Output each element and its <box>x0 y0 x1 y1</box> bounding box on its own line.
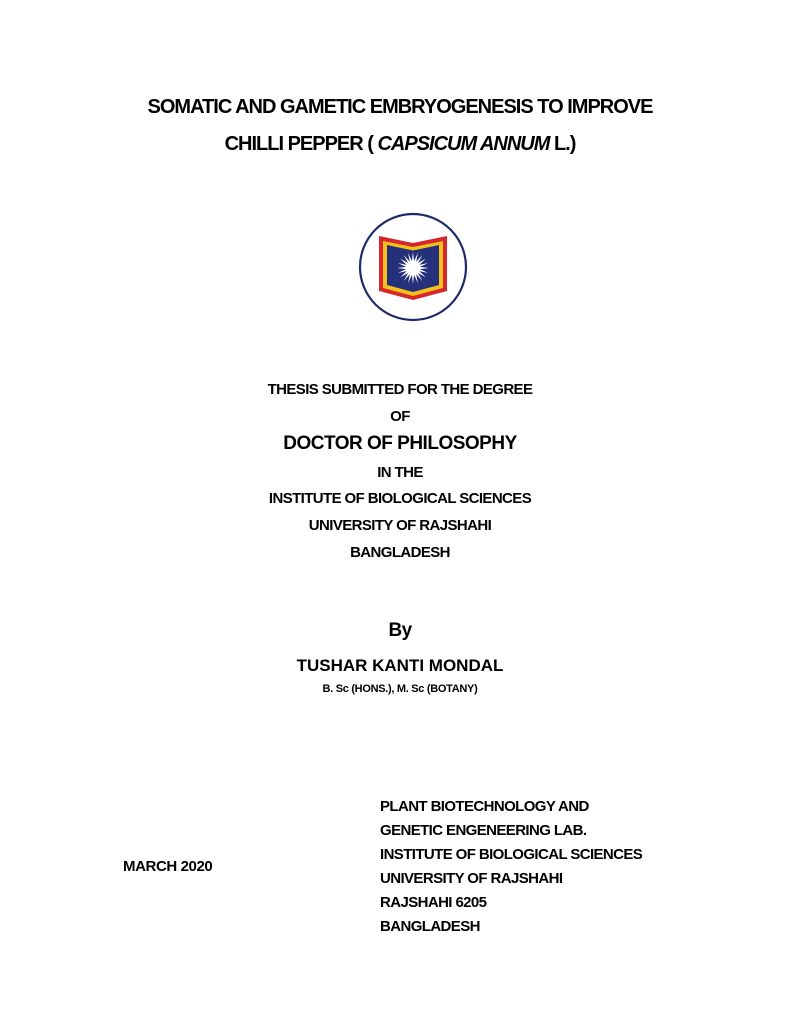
thesis-of: OF <box>390 408 410 425</box>
thesis-statement: THESIS SUBMITTED FOR THE DEGREE <box>267 381 533 398</box>
submission-date: MARCH 2020 <box>123 858 213 875</box>
thesis-country: BANGLADESH <box>350 544 450 561</box>
lab-line-2: GENETIC ENGENEERING LAB. <box>380 822 587 839</box>
thesis-university: UNIVERSITY OF RAJSHAHI <box>308 517 492 534</box>
lab-line-3: INSTITUTE OF BIOLOGICAL SCIENCES <box>380 846 643 863</box>
thesis-in-the: IN THE <box>377 464 423 481</box>
author-degrees: B. Sc (HONS.), M. Sc (BOTANY) <box>322 683 478 695</box>
title-suffix: L.) <box>549 133 576 155</box>
author-name: TUSHAR KANTI MONDAL <box>296 656 504 675</box>
degree-name: DOCTOR OF PHILOSOPHY <box>283 433 517 454</box>
lab-line-5: RAJSHAHI 6205 <box>380 894 487 911</box>
by-label: By <box>388 620 412 641</box>
thesis-title-line-2 <box>0 133 800 156</box>
lab-line-4: UNIVERSITY OF RAJSHAHI <box>380 870 563 887</box>
title-prefix: CHILLI PEPPER ( <box>224 133 378 155</box>
thesis-title-line-1: SOMATIC AND GAMETIC EMBRYOGENESIS TO IMPROVE <box>147 96 653 118</box>
lab-line-6: BANGLADESH <box>380 918 480 935</box>
thesis-institute: INSTITUTE OF BIOLOGICAL SCIENCES <box>268 490 532 507</box>
emblem-star-core <box>408 263 418 273</box>
title-species: CAPSICUM ANNUM <box>377 133 550 155</box>
university-of-rajshahi-emblem-icon <box>357 211 469 323</box>
lab-line-1: PLANT BIOTECHNOLOGY AND <box>380 798 589 815</box>
